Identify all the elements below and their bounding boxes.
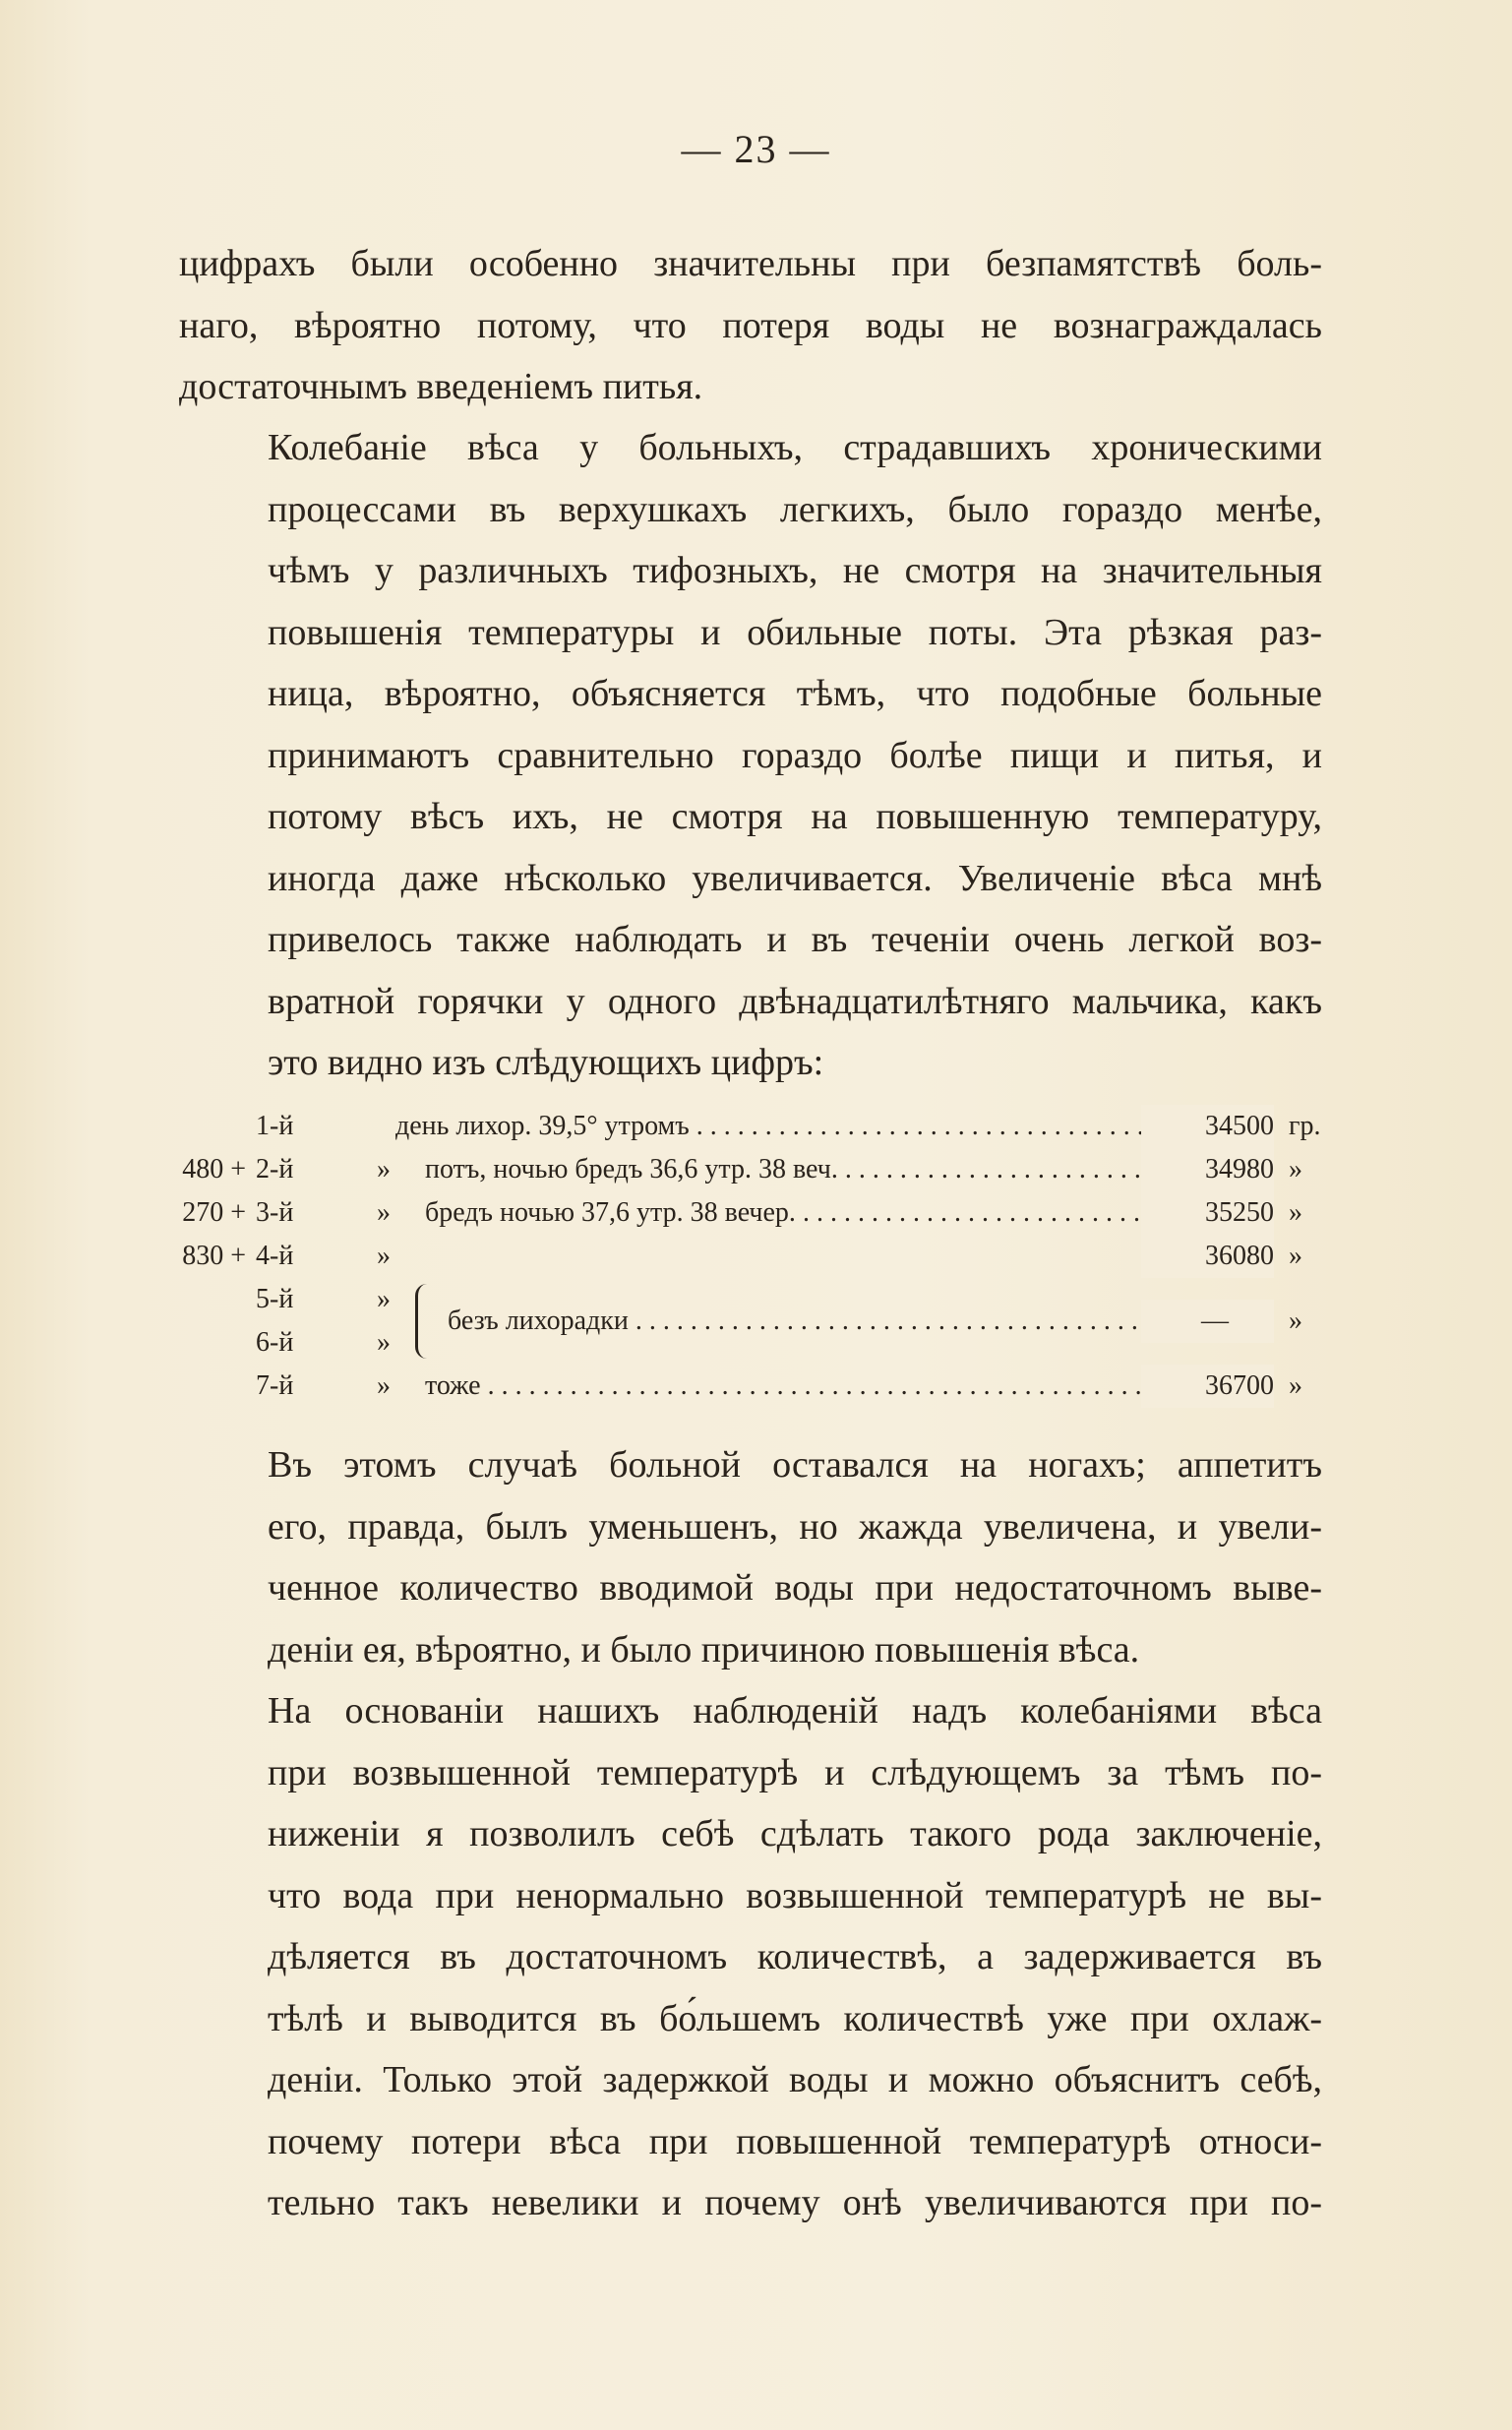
weight-value: 34980: [1205, 1154, 1274, 1185]
observation: тоже . . .: [425, 1365, 1173, 1408]
weight-value: 35250: [1205, 1197, 1274, 1228]
day-label: 1-й: [256, 1111, 294, 1141]
text-line: Въ этомъ случаѣ больной оставался на ногахъ; аппетитъ: [268, 1444, 1322, 1486]
day-label: 3-й: [256, 1197, 294, 1228]
text-line: дѣляется въ достаточномъ количествѣ, а задерживается въ: [268, 1936, 1322, 1977]
text-line: что вода при ненормально возвышенной температурѣ не вы-: [268, 1874, 1322, 1916]
table-row: [167, 1235, 1323, 1278]
weight-value: 36080: [1205, 1241, 1274, 1271]
text-line: наго, вѣроятно потому, что потеря воды не вознаграждалась: [179, 304, 1322, 346]
weight-change: 830 +: [182, 1241, 246, 1271]
ditto-mark: »: [377, 1197, 391, 1228]
day-label: 6-й: [256, 1327, 294, 1358]
weight-unit: гр.: [1289, 1111, 1321, 1141]
text-line: тельно такъ невелики и почему онѣ увеличиваются при по-: [268, 2182, 1322, 2223]
weight-unit: »: [1289, 1241, 1302, 1271]
day-label: 2-й: [256, 1154, 294, 1185]
observation: потъ, ночью бредъ 36,6 утр. 38 веч. . . .: [425, 1148, 1173, 1191]
day-label: 5-й: [256, 1284, 294, 1314]
text-line: тѣлѣ и выводится въ бо́льшемъ количествѣ уже при охлаж-: [268, 1997, 1322, 2039]
ditto-mark: »: [377, 1241, 391, 1271]
table-row-group: [167, 1278, 1323, 1365]
text-line: почему потери вѣса при повышенной температурѣ относи-: [268, 2120, 1322, 2162]
day-label: 4-й: [256, 1241, 294, 1271]
weight-change: 480 +: [182, 1154, 246, 1185]
table-row: [167, 1365, 1323, 1408]
paragraph-4: [179, 1680, 1322, 2234]
text-line: цифрахъ были особенно значительны при безпамятствѣ боль-: [179, 243, 1322, 284]
day-label: 7-й: [256, 1370, 294, 1401]
text-line: ниженіи я позволилъ себѣ сдѣлать такого рода заключеніе,: [268, 1813, 1322, 1854]
text-line: иногда даже нѣсколько увеличивается. Увеличеніе вѣса мнѣ: [268, 857, 1322, 899]
text-line: достаточнымъ введеніемъ питья.: [179, 366, 703, 407]
text-line: ченное количество вводимой воды при недостаточномъ выве-: [268, 1567, 1322, 1609]
weight-change: 270 +: [182, 1197, 246, 1228]
weight-unit: »: [1289, 1370, 1302, 1401]
ditto-mark: »: [377, 1284, 391, 1314]
table-row: [167, 1148, 1323, 1191]
weight-unit: »: [1289, 1154, 1302, 1185]
page-number: — 23 —: [681, 127, 831, 171]
weight-value: —: [1201, 1306, 1229, 1336]
text-line: Колебаніе вѣса у больныхъ, страдавшихъ хроническими: [268, 427, 1322, 468]
weight-value: 34500: [1205, 1111, 1274, 1141]
observation: бредъ ночью 37,6 утр. 38 вечер. . . .: [425, 1191, 1173, 1235]
text-line: деніи. Только этой задержкой воды и можно объяснитъ себѣ,: [268, 2059, 1322, 2100]
text-line: при возвышенной температурѣ и слѣдующемъ за тѣмъ по-: [268, 1751, 1322, 1793]
text-line: деніи ея, вѣроятно, и было причиною повышенія вѣса.: [268, 1628, 1140, 1671]
weight-unit: »: [1289, 1197, 1302, 1228]
paragraph-2: [179, 417, 1322, 1094]
ditto-mark: »: [377, 1154, 391, 1185]
text-line: процессами въ верхушкахъ легкихъ, было гораздо менѣе,: [268, 488, 1322, 530]
weight-table: [167, 1105, 1323, 1408]
paragraph-1: [179, 233, 1322, 418]
table-row: [167, 1191, 1323, 1235]
paragraph-3: [179, 1434, 1322, 1680]
curly-brace-icon: [415, 1284, 434, 1359]
text-line: потому вѣсъ ихъ, не смотря на повышенную температуру,: [268, 796, 1322, 837]
text-line: На основаніи нашихъ наблюденій надъ колебаніями вѣса: [268, 1690, 1322, 1731]
text-line: его, правда, былъ уменьшенъ, но жажда увеличена, и увели-: [268, 1505, 1322, 1548]
ditto-mark: »: [377, 1370, 391, 1401]
weight-value: 36700: [1205, 1370, 1274, 1401]
weight-unit: »: [1289, 1306, 1302, 1336]
text-line: это видно изъ слѣдующихъ цифръ:: [268, 1042, 824, 1083]
text-line: принимаютъ сравнительно гораздо болѣе пищи и питья, и: [268, 734, 1322, 776]
text-line: ница, вѣроятно, объясняется тѣмъ, что подобные больные: [268, 673, 1322, 714]
text-line: вратной горячки у одного двѣнадцатилѣтняго мальчика, какъ: [268, 980, 1322, 1022]
text-line: чѣмъ у различныхъ тифозныхъ, не смотря на значительныя: [268, 550, 1322, 591]
text-line: привелось также наблюдать и въ теченіи очень легкой воз-: [268, 919, 1322, 960]
ditto-mark: »: [377, 1327, 391, 1358]
text-line: повышенія температуры и обильные поты. Эта рѣзкая раз-: [268, 611, 1322, 653]
observation: безъ лихорадки . . .: [448, 1300, 1173, 1343]
observation: день лихор. 39,5° утромъ . . .: [395, 1105, 1173, 1148]
table-row: [167, 1105, 1323, 1148]
